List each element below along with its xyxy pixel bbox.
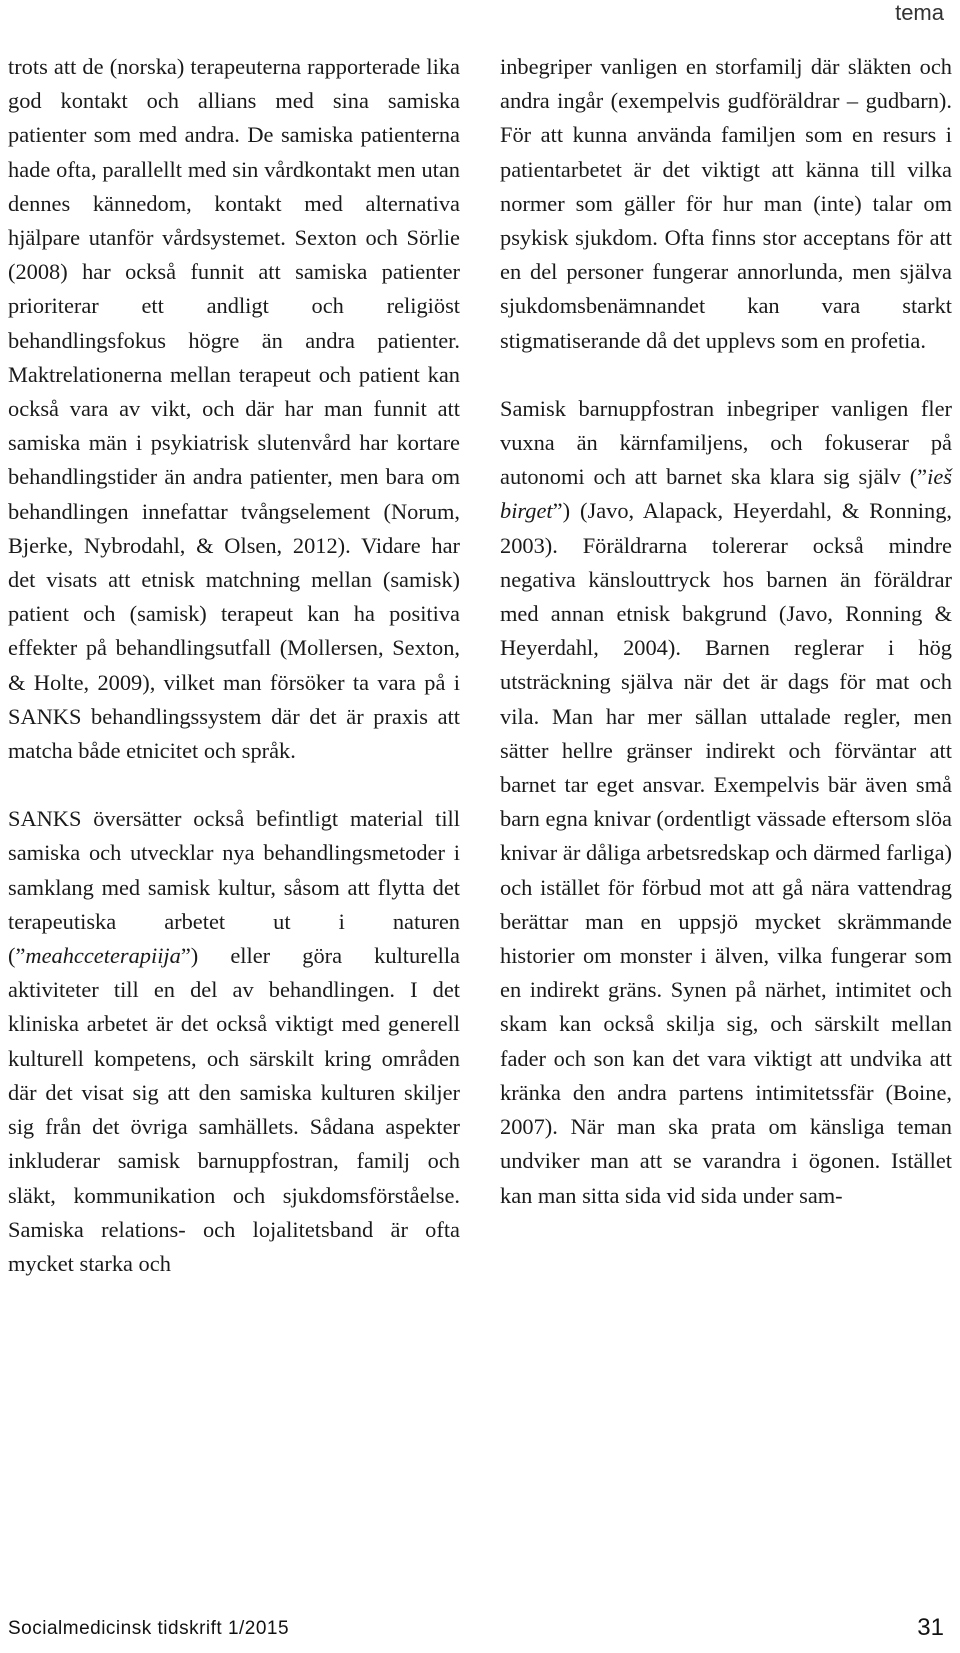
journal-name: Socialmedicinsk tidskrift 1/2015 (8, 1618, 290, 1639)
right-paragraph-2-end: ”) (Javo, Alapack, Heyerdahl, & Ronning, 2003). Föräldrarna tolererar också mindre negativa känslouttryck hos barnen än föräldrar med annan etnisk bakgrund (Javo, Ronning & Heyerdahl, 2004). Barnen reglerar i hög utsträckning själva när det är dags för mat och vila. Man har mer sällan uttalade regler, men sätter hellre gränser indirekt och förväntar att barnet tar eget ansvar. Exempelvis bär även små barn egna knivar (ordentligt vässade eftersom slöa knivar är dåliga arbetsredskap och därmed farliga) och istället för förbud mot att gå nära vattendrag berättar man en uppsjö mycket skrämmande historier om monster i älven, vilka fungerar som en indirekt gräns. Synen på närhet, intimitet och skam kan också skilja sig, och särskilt mellan fader och son kan det vara viktigt att undvika att kränka den andra partens intimitetssfär (Boine, 2007). När man ska prata om känsliga teman undviker man att se varandra i ögonen. Istället kan man sitta sida vid sida under sam- (500, 498, 952, 1208)
section-tag: tema (895, 0, 944, 25)
left-paragraph-2-start: SANKS översätter också befintligt material till samiska och utvecklar nya behandlingsmetoder i samklang med samisk kultur, såsom att flytta det terapeutiska arbetet ut i naturen (” (8, 806, 460, 969)
right-paragraph-2-start: Samisk barnuppfostran inbegriper vanligen fler vuxna än kärnfamiljens, och fokuserar på autonomi och att barnet ska klara sig själv (” (500, 395, 952, 490)
right-paragraph-1: inbegriper vanligen en storfamilj där släkten och andra ingår (exempelvis gudföräldrar – gudbarn). För att kunna använda familjen som en resurs i patientarbetet är det viktigt att känna till vilka normer som gäller för hur man (inte) talar om psykisk sjukdom. Ofta finns stor acceptans för att en del personer fungerar annorlunda, men själva sjukdomsbenämnandet kan vara starkt stigmatiserande då det upplevs som en profetia. (500, 54, 952, 353)
left-paragraph-2 (8, 802, 460, 1281)
left-column (8, 50, 460, 1281)
left-paragraph-2-end: ”) eller göra kulturella aktiviteter till en del av behandlingen. I det kliniska arbetet är det också viktigt med generell kulturell kompetens, och särskilt kring områden där det visat sig att den samiska kulturen skiljer sig från det övriga samhällets. Sådana aspekter inkluderar samisk barnuppfostran, familj och släkt, kommunikation och sjukdomsförståelse. Samiska relations- och lojalitetsband är ofta mycket starka och (8, 943, 460, 1276)
right-paragraph-2-term: ieš birget (500, 464, 952, 524)
page-number: 31 (917, 1614, 944, 1641)
right-paragraph-2 (500, 392, 952, 1213)
right-column (500, 50, 952, 1213)
left-paragraph-1: trots att de (norska) terapeuterna rapporterade lika god kontakt och allians med sina samiska patienter som med andra. De samiska patienterna hade ofta, parallellt med sin vårdkontakt men utan dennes kännedom, kontakt med alternativa hjälpare utanför vårdsystemet. Sexton och Sörlie (2008) har också funnit att samiska patienter prioriterar ett andligt och religiöst behandlingsfokus högre än andra patienter. Maktrelationerna mellan terapeut och patient kan också vara av vikt, och där har man funnit att samiska män i psykiatrisk slutenvård har kortare behandlingstider än andra patienter, men bara om behandlingen innefattar tvångselement (Norum, Bjerke, Nybrodahl, & Olsen, 2012). Vidare har det visats att etnisk matchning mellan (samisk) patient och (samisk) terapeut kan ha positiva effekter på behandlingsutfall (Mollersen, Sexton, & Holte, 2009), vilket man försöker ta vara på i SANKS behandlingssystem där det är praxis att matcha både etnicitet och språk. (8, 54, 460, 764)
left-paragraph-2-term: meahcceterapiija (25, 943, 181, 969)
